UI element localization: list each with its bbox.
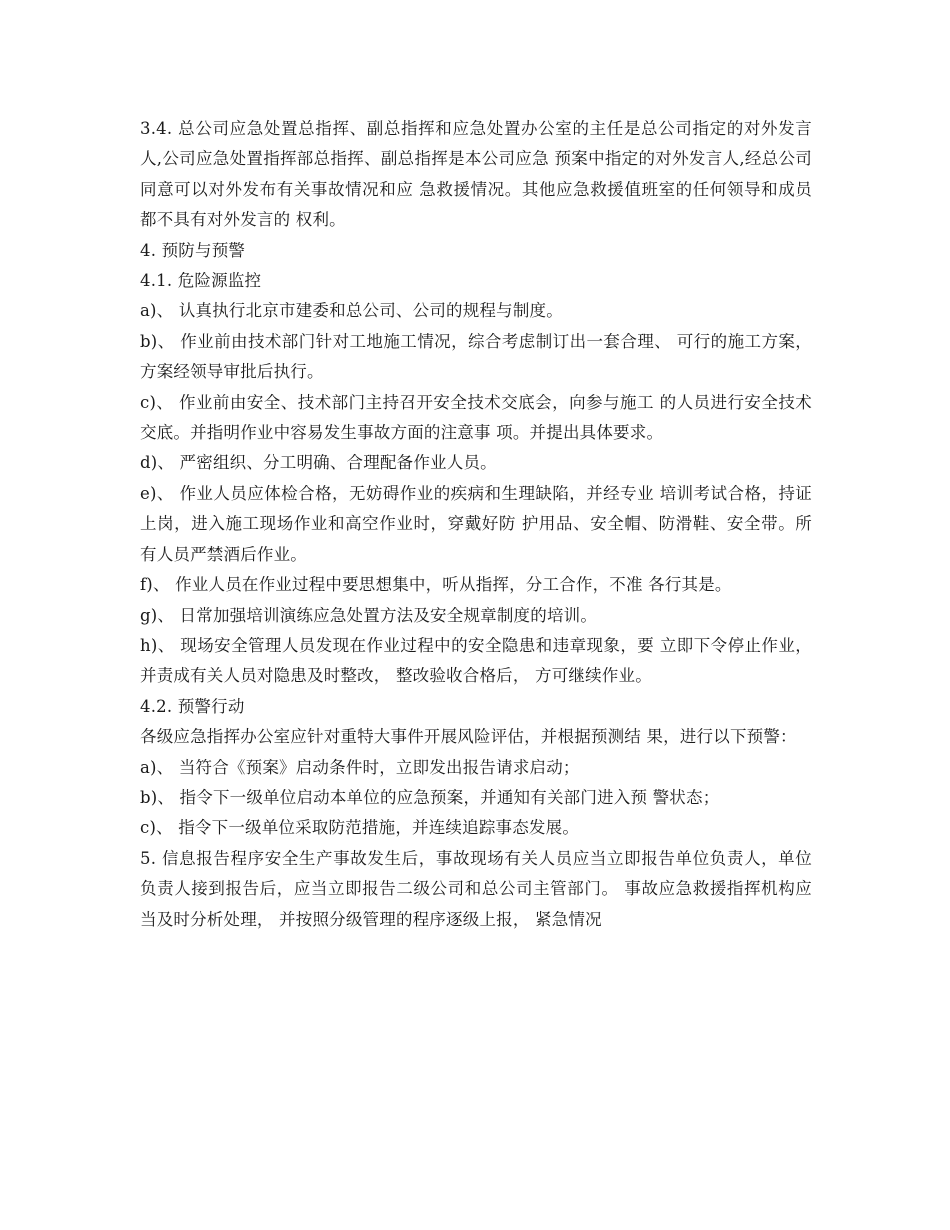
warning-item-a: a)、 当符合《预案》启动条件时，立即发出报告请求启动； bbox=[140, 757, 580, 777]
paragraph-5-reporting: 5. 信息报告程序安全生产事故发生后，事故现场有关人员应当立即报告单位负责人，单位 负责人接到报告后，应当立即报告二级公司和总公司主管部门。 事故应急救援指挥机构应当及时分析处理， 并按照分级管理的程序逐级上报， 紧急情况 bbox=[140, 848, 818, 929]
heading-4-2-warning-action: 4.2. 预警行动 bbox=[140, 696, 245, 716]
list-item-e: e)、 作业人员应体检合格，无妨碍作业的疾病和生理缺陷，并经专业 培训考试合格，持证上岗，进入施工现场作业和高空作业时，穿戴好防 护用品、安全帽、防滑鞋、安全带。所有人员严禁酒后作业。 bbox=[140, 483, 812, 564]
warning-item-b: b)、 指令下一级单位启动本单位的应急预案，并通知有关部门进入预 警状态； bbox=[140, 787, 720, 807]
list-item-f: f)、 作业人员在作业过程中要思想集中，听从指挥，分工合作，不准 各行其是。 bbox=[140, 575, 732, 595]
list-item-g: g)、 日常加强培训演练应急处置方法及安全规章制度的培训。 bbox=[140, 605, 598, 625]
list-item-b: b)、 作业前由技术部门针对工地施工情况，综合考虑制订出一套合理、 可行的施工方案，方案经领导审批后执行。 bbox=[140, 331, 812, 382]
list-item-c: c)、 作业前由安全、技术部门主持召开安全技术交底会，向参与施工 的人员进行安全技术交底。并指明作业中容易发生事故方面的注意事 项。并提出具体要求。 bbox=[140, 392, 812, 443]
document-body bbox=[140, 114, 818, 935]
list-item-d: d)、 严密组织、分工明确、合理配备作业人员。 bbox=[140, 453, 497, 473]
heading-4-prevention-warning: 4. 预防与预警 bbox=[140, 240, 246, 260]
heading-4-1-hazard-monitoring: 4.1. 危险源监控 bbox=[140, 271, 262, 291]
list-item-a: a)、 认真执行北京市建委和总公司、公司的规程与制度。 bbox=[140, 301, 563, 321]
paragraph-warning-intro: 各级应急指挥办公室应针对重特大事件开展风险评估，并根据预测结 果，进行以下预警： bbox=[140, 727, 797, 747]
paragraph-3-4-spokesperson: 3.4. 总公司应急处置总指挥、副总指挥和应急处置办公室的主任是总公司指定的对外发言人,公司应急处置指挥部总指挥、副总指挥是本公司应急 预案中指定的对外发言人,经总公司同意可以对外发布有关事故情况和应 急救援情况。其他应急救援值班室的任何领导和成员都不具有对外发言的 权利。 bbox=[140, 119, 812, 230]
warning-item-c: c)、 指令下一级单位采取防范措施，并连续追踪事态发展。 bbox=[140, 818, 580, 838]
list-item-h: h)、 现场安全管理人员发现在作业过程中的安全隐患和违章现象，要 立即下令停止作业， 并责成有关人员对隐患及时整改， 整改验收合格后， 方可继续作业。 bbox=[140, 635, 818, 686]
